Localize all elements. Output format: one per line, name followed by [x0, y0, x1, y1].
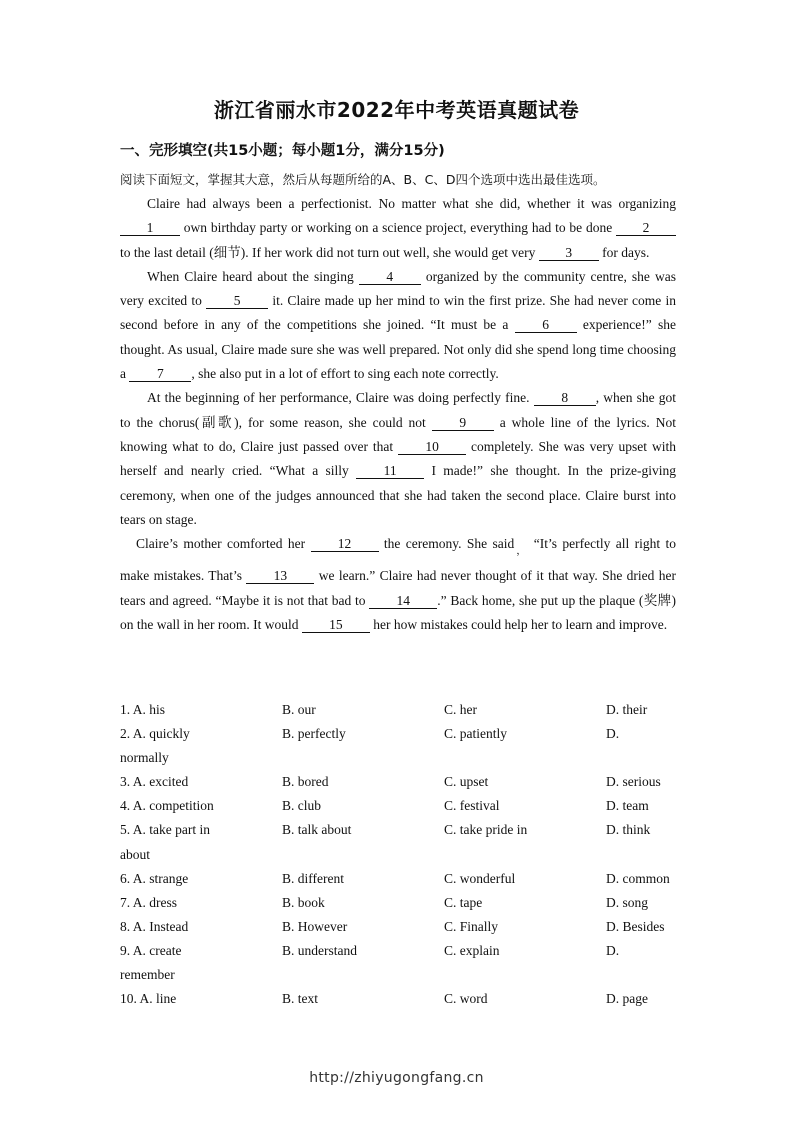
question-row: [120, 698, 685, 722]
blank-14: 14: [369, 593, 437, 609]
question-row: [120, 818, 685, 842]
option-b: B. our: [282, 702, 316, 717]
blank-1: 1: [120, 220, 180, 236]
blank-12: 12: [311, 536, 379, 552]
paragraph-4: [120, 532, 676, 637]
passage-text: , she also put in a lot of effort to sing each note correctly.: [191, 366, 499, 382]
passage-text: , when she got to the chorus(副歌), for some reason, she could not: [120, 390, 676, 430]
passage-text: we learn.” Claire had never thought of it that way. She dried her tears and agreed. “Maybe it is not that bad to: [120, 568, 676, 608]
option-a: 10. A. line: [120, 991, 177, 1007]
option-d: D. common: [606, 870, 670, 886]
passage-text: At the beginning of her performance, Claire was doing perfectly fine.: [147, 390, 534, 406]
option-continuation: normally: [120, 750, 169, 766]
option-c: C. wonderful: [444, 870, 516, 886]
option-d: D. Besides: [606, 918, 665, 934]
option-d: D. team: [606, 798, 649, 814]
passage-text: a whole line of the lyrics. Not knowing what to do, Claire just passed over that: [120, 414, 676, 454]
option-c: C. festival: [444, 798, 500, 814]
option-a: 3. A. excited: [120, 774, 189, 790]
paragraph-2: [120, 265, 676, 386]
question-row: [120, 939, 685, 963]
footer-url: http://zhiyugongfang.cn: [309, 1070, 484, 1086]
option-a: 1. A. his: [120, 702, 166, 717]
passage-text: to the last detail (细节). If her work did not turn out well, she would get very: [120, 244, 539, 260]
option-b: B. book: [282, 894, 325, 910]
option-c: C. take pride in: [444, 822, 528, 838]
passage-text: her how mistakes could help her to learn and improve.: [369, 617, 668, 633]
option-b: B. text: [282, 991, 318, 1007]
passage-text: When Claire heard about the singing: [147, 268, 359, 284]
passage-comma: ，: [514, 546, 529, 558]
option-b: B. understand: [282, 942, 357, 958]
option-c: C. Finally: [444, 918, 499, 934]
question-row: [120, 867, 685, 891]
option-b: B. club: [282, 798, 321, 814]
option-c: C. upset: [444, 774, 489, 790]
blank-15: 15: [302, 617, 370, 633]
option-b: B. different: [282, 870, 344, 886]
passage-text: I made!” she thought. In the prize-giving ceremony, when one of the judges announced that she had taken the second place. Claire burst into tears on stage.: [120, 463, 676, 527]
option-d: D. song: [606, 894, 649, 910]
option-a: 5. A. take part in: [120, 822, 210, 838]
passage-text: experience!” she thought. As usual, Claire made sure she was well prepared. Not only did she spend long time choosing a: [120, 317, 676, 382]
option-c: C. patiently: [444, 726, 507, 742]
passage-text: Claire had always been a perfectionist. No matter what she did, whether it was organizing: [147, 196, 676, 211]
blank-13: 13: [246, 568, 314, 584]
passage-text: own birthday party or working on a science project, everything had to be done: [180, 220, 616, 236]
option-b: B. talk about: [282, 822, 352, 838]
passage-text: completely. She was very upset with herself and nearly cried. “What a silly: [120, 438, 676, 479]
passage-text: it. Claire made up her mind to win the first prize. She had never come in second before in any of the competitions she joined. “It must be a: [120, 293, 676, 333]
passage-text: .” Back home, she put up the plaque (奖牌) on the wall in her room. It would: [120, 592, 676, 633]
blank-7: 7: [129, 366, 191, 382]
question-row: [120, 770, 685, 794]
option-c: C. tape: [444, 894, 483, 910]
option-d: D. serious: [606, 774, 661, 790]
blank-4: 4: [359, 269, 421, 285]
passage-text: organized by the community centre, she was very excited to: [120, 268, 676, 309]
paragraph-3: [120, 386, 676, 532]
section-heading: 一、完形填空(共15小题；每小题1分，满分15分): [120, 143, 445, 159]
question-row: [120, 794, 685, 818]
option-continuation: remember: [120, 967, 175, 983]
passage-text: “It’s perfectly all right to make mistakes. That’s: [120, 536, 677, 584]
option-a: 7. A. dress: [120, 894, 177, 910]
option-d: D. their: [606, 702, 648, 717]
question-row: [120, 891, 685, 915]
passage-text: for days.: [598, 244, 650, 260]
passage: [120, 192, 676, 637]
option-c: C. her: [444, 702, 477, 717]
option-continuation: about: [120, 846, 150, 862]
option-c: C. word: [444, 991, 488, 1007]
blank-10: 10: [398, 439, 466, 455]
option-d: D.: [606, 942, 620, 958]
question-row: [120, 987, 685, 1011]
question-row: [120, 915, 685, 939]
blank-2: 2: [616, 220, 676, 236]
page-title: 浙江省丽水市2022年中考英语真题试卷: [213, 98, 580, 122]
blank-3: 3: [539, 245, 599, 261]
passage-text: the ceremony. She said: [378, 536, 515, 552]
blank-8: 8: [534, 390, 596, 406]
option-a: 9. A. create: [120, 942, 182, 958]
option-d: D. page: [606, 991, 648, 1007]
option-c: C. explain: [444, 942, 500, 958]
question-list: [120, 698, 685, 1011]
option-d: D.: [606, 726, 620, 742]
question-row: [120, 722, 685, 746]
option-b: B. perfectly: [282, 726, 346, 742]
blank-6: 6: [515, 317, 577, 333]
blank-11: 11: [356, 463, 424, 479]
blank-9: 9: [432, 415, 494, 431]
paragraph-1: [120, 192, 676, 265]
option-a: 6. A. strange: [120, 870, 189, 886]
option-b: B. bored: [282, 774, 329, 790]
blank-5: 5: [206, 293, 268, 309]
option-b: B. However: [282, 918, 348, 934]
option-a: 8. A. Instead: [120, 918, 189, 934]
option-a: 4. A. competition: [120, 798, 214, 814]
passage-text: Claire’s mother comforted her: [136, 536, 311, 552]
option-a: 2. A. quickly: [120, 726, 190, 742]
option-d: D. think: [606, 822, 651, 838]
instructions: 阅读下面短文，掌握其大意，然后从每题所给的A、B、C、D四个选项中选出最佳选项。: [120, 172, 606, 187]
